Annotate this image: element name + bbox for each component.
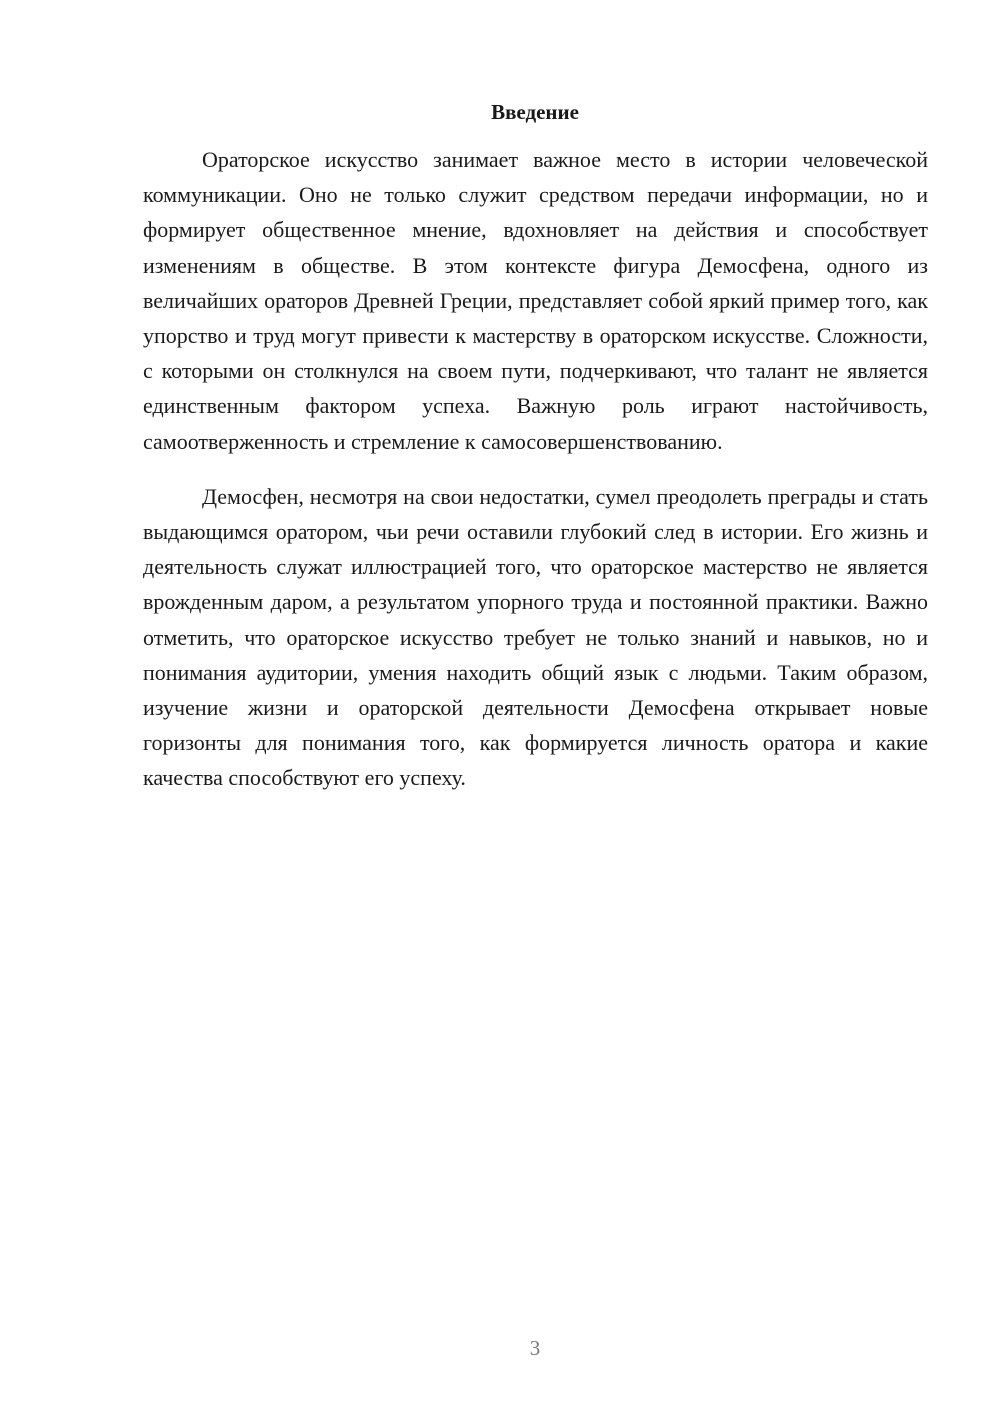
page-number: 3 — [529, 1336, 541, 1360]
body-text — [143, 142, 928, 816]
paragraph-2: Демосфен, несмотря на свои недостатки, сумел преодолеть преграды и стать выдающимся оратором, чьи речи оставили глубокий след в истории. Его жизнь и деятельность служат иллюстрацией того, что ораторское мастерство не является врожденным даром, а результатом упорного труда и постоянной практики. Важно отметить, что ораторское искусство требует не только знаний и навыков, но и понимания аудитории, умения находить общий язык с людьми. Таким образом, изучение жизни и ораторской деятельности Демосфена открывает новые горизонты для понимания того, как формируется личность оратора и какие качества способствуют его успеху. — [143, 483, 928, 791]
paragraph-1: Ораторское искусство занимает важное место в истории человеческой коммуникации. Оно не только служит средством передачи информации, но и формирует общественное мнение, вдохновляет на действия и способствует изменениям в обществе. В этом контексте фигура Демосфена, одного из величайших ораторов Древней Греции, представляет собой яркий пример того, как упорство и труд могут привести к мастерству в ораторском искусстве. Сложности, с которыми он столкнулся на своем пути, подчеркивают, что талант не является единственным фактором успеха. Важную роль играют настойчивость, самоотверженность и стремление к самосовершенствованию. — [143, 147, 928, 454]
section-heading: Введение — [491, 100, 579, 124]
